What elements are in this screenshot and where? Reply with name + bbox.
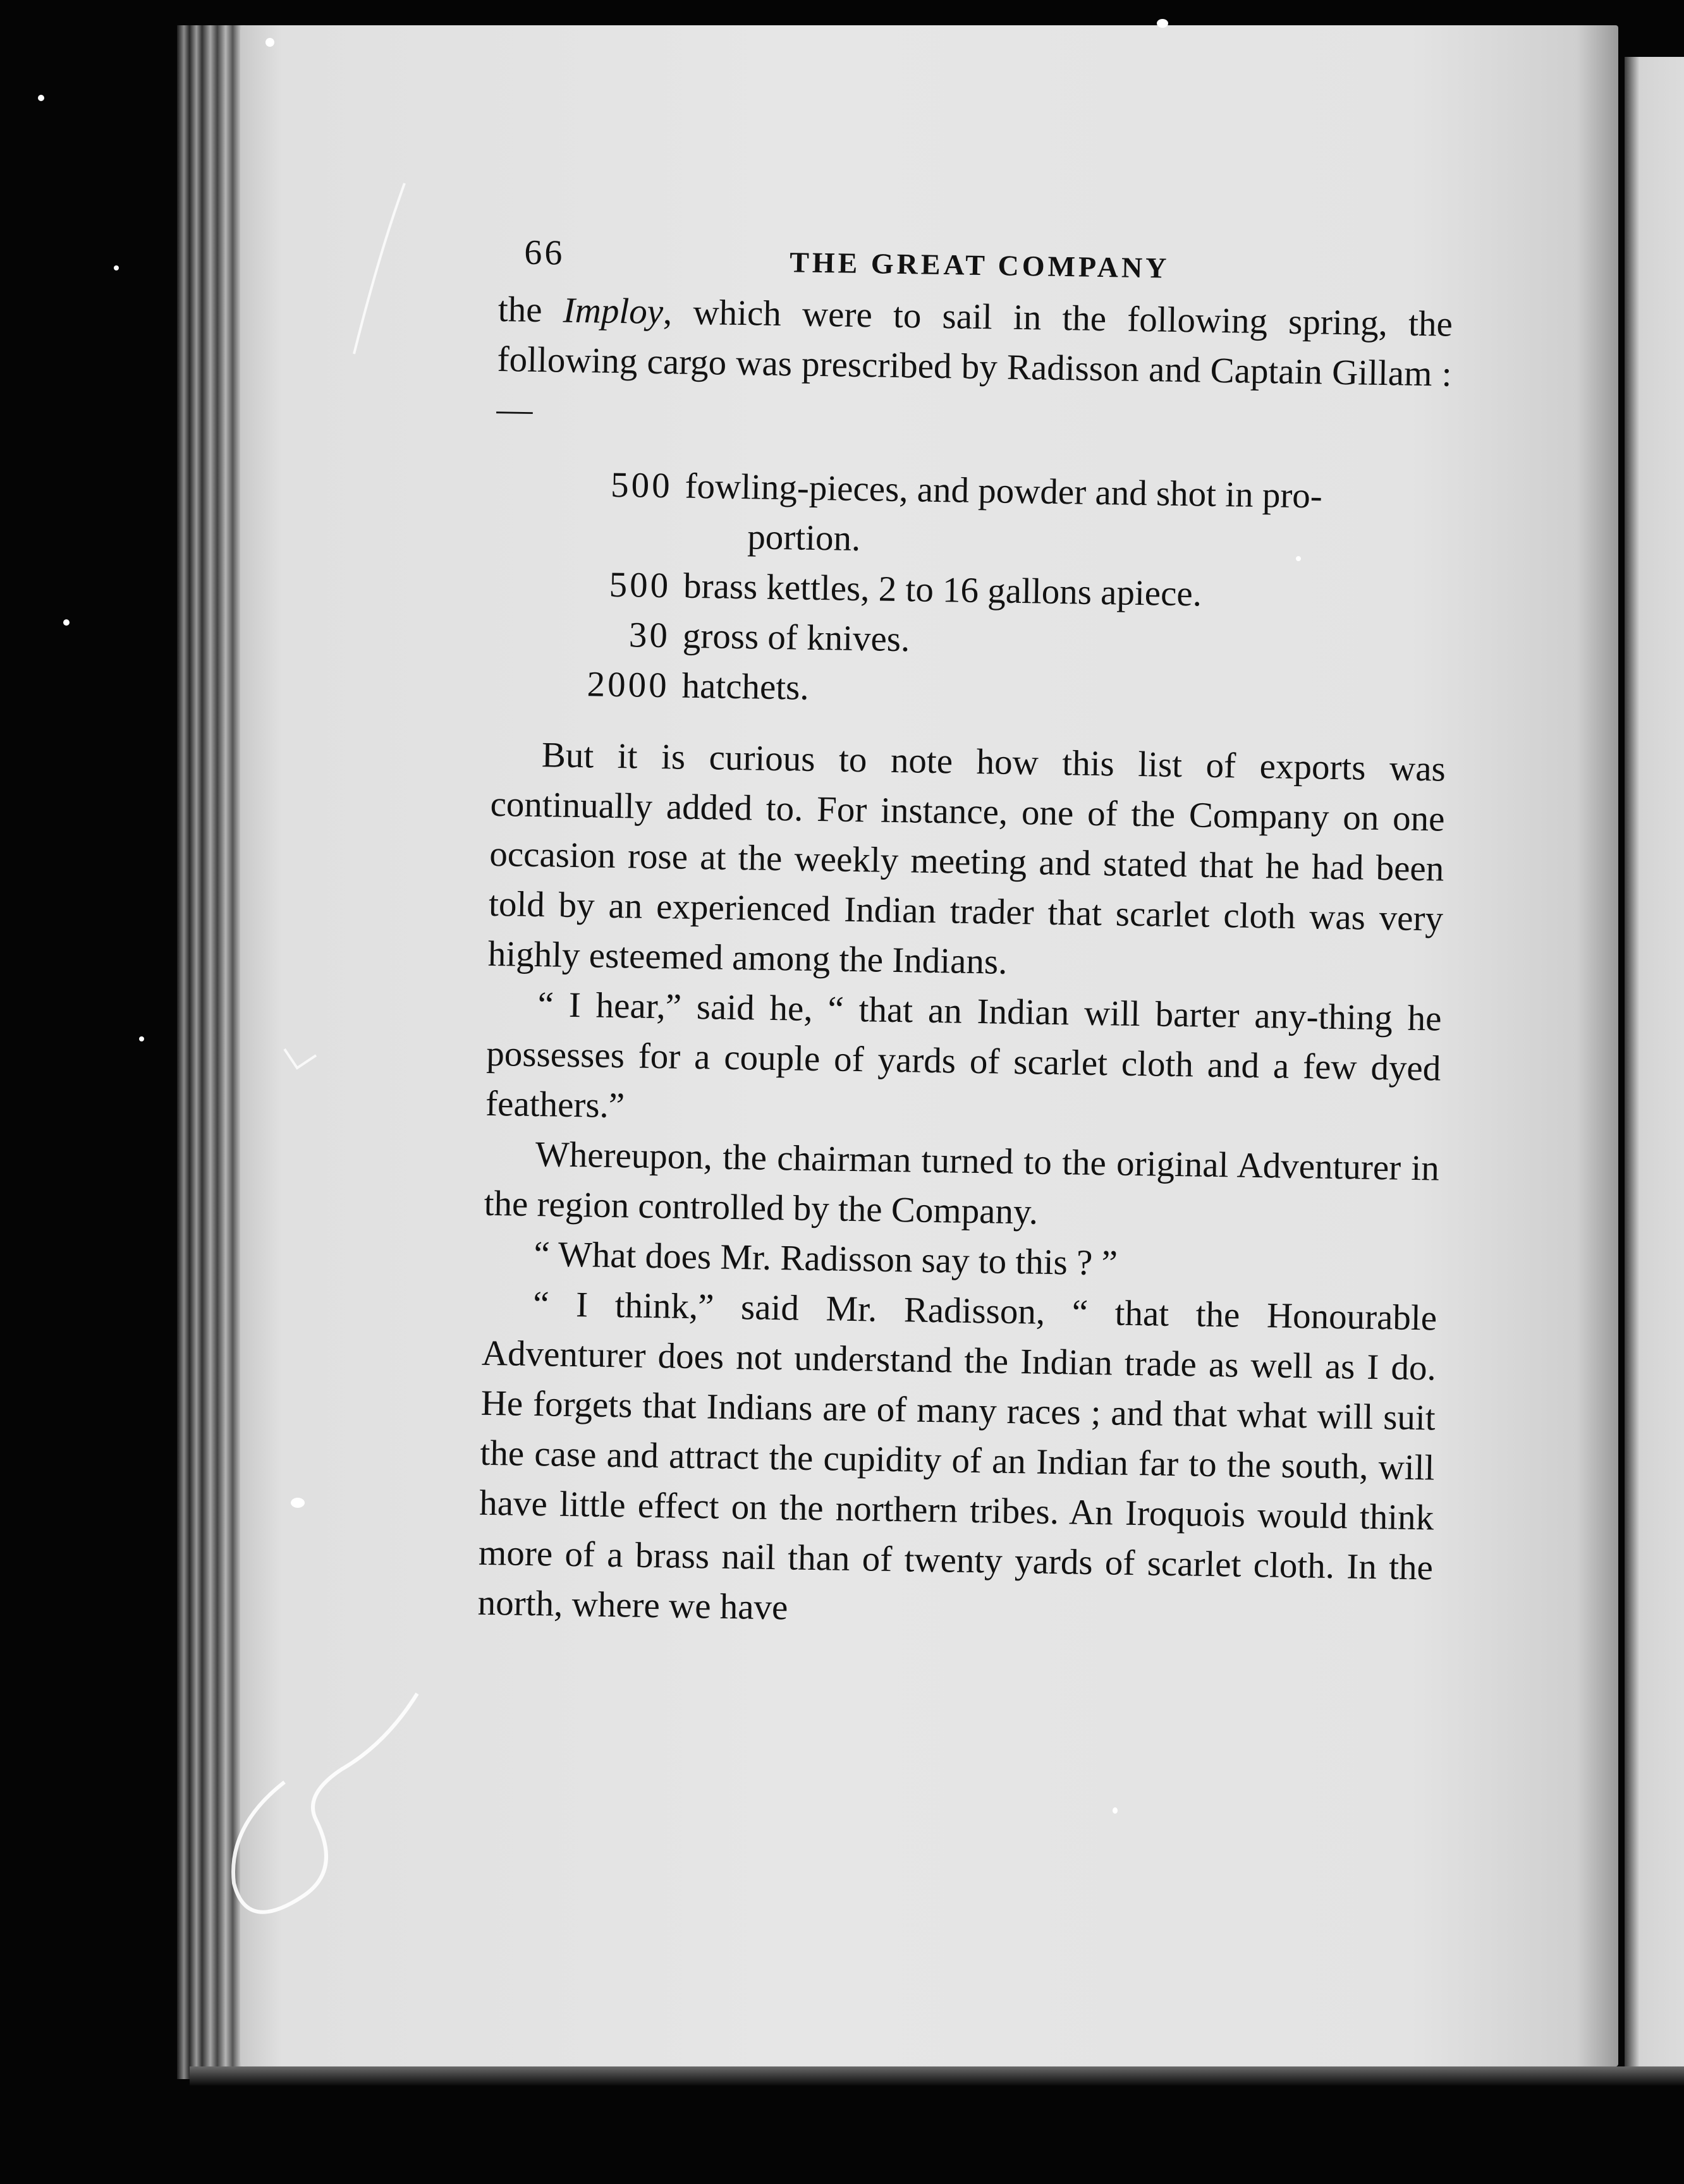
cargo-description: brass kettles, 2 to 16 gallons apiece. (683, 566, 1202, 614)
cargo-quantity: 500 (610, 464, 673, 506)
cargo-item (494, 458, 1450, 573)
cargo-description-continued: portion. (747, 517, 861, 559)
cargo-quantity: 2000 (587, 664, 670, 706)
page-number: 66 (523, 233, 565, 273)
intro-paragraph (496, 284, 1453, 449)
cargo-quantity: 500 (609, 564, 671, 606)
body-paragraph: “ What does Mr. Radisson say to this ? ” (533, 1234, 1118, 1283)
cargo-description: gross of knives. (682, 616, 910, 660)
page-text (477, 228, 1454, 1642)
cargo-list (492, 458, 1450, 723)
running-title: THE GREAT COMPANY (789, 246, 1170, 284)
intro-after-ship: , which were to sail in the following spring, the following cargo was prescribed by Radisson and Captain Gillam :— (496, 292, 1453, 430)
ship-name: Imploy (563, 290, 664, 332)
body-paragraph: Whereupon, the chairman turned to the original Adventurer in the region controlled by the Company. (484, 1134, 1440, 1232)
body-paragraph: “ I hear,” said he, “ that an Indian will barter any-thing he possesses for a couple of yards of scarlet cloth and a few dyed feathers.” (485, 985, 1443, 1126)
body-paragraph: But it is curious to note how this list of exports was continually added to. For instance, one of the Company on one occasion rose at the weekly meeting and stated that he had been told by an experienced Indian trader that scarlet cloth was very highly esteemed among the Indians. (487, 735, 1446, 982)
intro-before-ship: the (497, 289, 564, 331)
body-paragraph: “ I think,” said Mr. Radisson, “ that the Honourable Adventurer does not understand the Indian trade as well as I do. He forgets that Indians are of many races ; and that what will suit the case and attract the cupidity of an Indian far to the south, will have little effect on the northern tribes. An Iroquois would think more of a brass nail than of twenty yards of scarlet cloth. In the north, where we have (477, 1284, 1437, 1628)
cargo-description: hatchets. (681, 665, 810, 708)
cargo-quantity: 30 (628, 615, 671, 656)
cargo-description: fowling-pieces, and powder and shot in pro- (685, 466, 1323, 516)
